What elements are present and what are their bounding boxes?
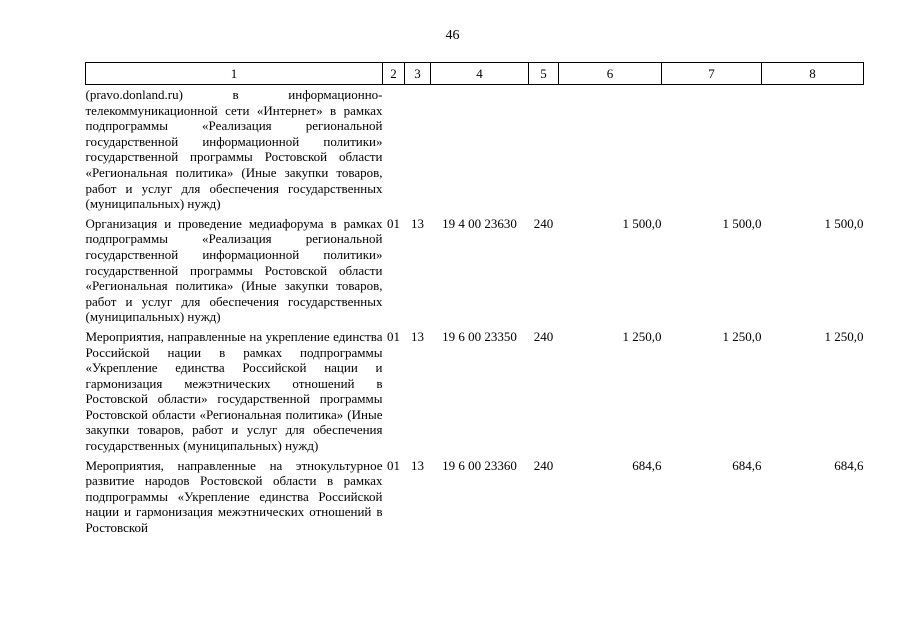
header-col-3: 3 — [405, 63, 431, 85]
amount-col-6: 1 250,0 — [622, 328, 662, 344]
table-row — [86, 85, 864, 212]
amount-col-7: 1 250,0 — [722, 328, 762, 344]
target-article-code: 19 4 00 23630 — [442, 215, 517, 231]
header-col-6: 6 — [559, 63, 662, 85]
continuation-description: (pravo.donland.ru) в информационно-телекоммуникационной сети «Интернет» в рамках подпрограммы «Реализация региональной государственной информационной политики» государственной программы Ростовской области «Региональная политика» (Иные закупки товаров, работ и услуг для обеспечения государственных (муниципальных) нужд) — [85, 87, 383, 212]
subsection-code: 13 — [411, 457, 424, 473]
amount-col-8: 684,6 — [834, 457, 864, 473]
target-article-code: 19 6 00 23350 — [442, 328, 517, 344]
section-code: 01 — [387, 328, 400, 344]
table-row — [86, 454, 864, 536]
target-article-code: 19 6 00 23360 — [442, 457, 517, 473]
row-description: Мероприятия, направленные на укрепление единства Российской нации в рамках подпрограммы «Укрепление единства Российской нации и гармонизация межэтнических отношений в Ростовской области» государственной программы Ростовской области «Региональная политика» (Иные закупки товаров, работ и услуг для обеспечения государственных (муниципальных) нужд) — [85, 328, 383, 454]
amount-col-8: 1 250,0 — [824, 328, 864, 344]
budget-table — [85, 62, 864, 536]
expense-type-code: 240 — [533, 328, 554, 344]
header-col-5: 5 — [529, 63, 559, 85]
amount-col-7: 1 500,0 — [722, 215, 762, 231]
subsection-code: 13 — [411, 215, 424, 231]
expense-type-code: 240 — [533, 457, 554, 473]
subsection-code: 13 — [411, 328, 424, 344]
expense-type-code: 240 — [533, 215, 554, 231]
header-col-2: 2 — [383, 63, 405, 85]
row-description: Организация и проведение медиафорума в рамках подпрограммы «Реализация региональной государственной информационной политики» государственной программы Ростовской области «Региональная политика» (Иные закупки товаров, работ и услуг для обеспечения государственных (муниципальных) нужд) — [85, 215, 383, 325]
amount-col-6: 684,6 — [632, 457, 662, 473]
table-row — [86, 212, 864, 325]
header-col-4: 4 — [431, 63, 529, 85]
row-description: Мероприятия, направленные на этнокультурное развитие народов Ростовской области в рамках подпрограммы «Укрепление единства Российской нации и гармонизация межэтнических отношений в Ростовской — [85, 457, 383, 536]
section-code: 01 — [387, 215, 400, 231]
amount-col-7: 684,6 — [732, 457, 762, 473]
page-number: 46 — [445, 28, 460, 43]
amount-col-8: 1 500,0 — [824, 215, 864, 231]
header-col-8: 8 — [762, 63, 864, 85]
header-row — [86, 63, 864, 85]
header-col-7: 7 — [662, 63, 762, 85]
table-row — [86, 325, 864, 454]
header-col-1: 1 — [86, 63, 383, 85]
section-code: 01 — [387, 457, 400, 473]
amount-col-6: 1 500,0 — [622, 215, 662, 231]
